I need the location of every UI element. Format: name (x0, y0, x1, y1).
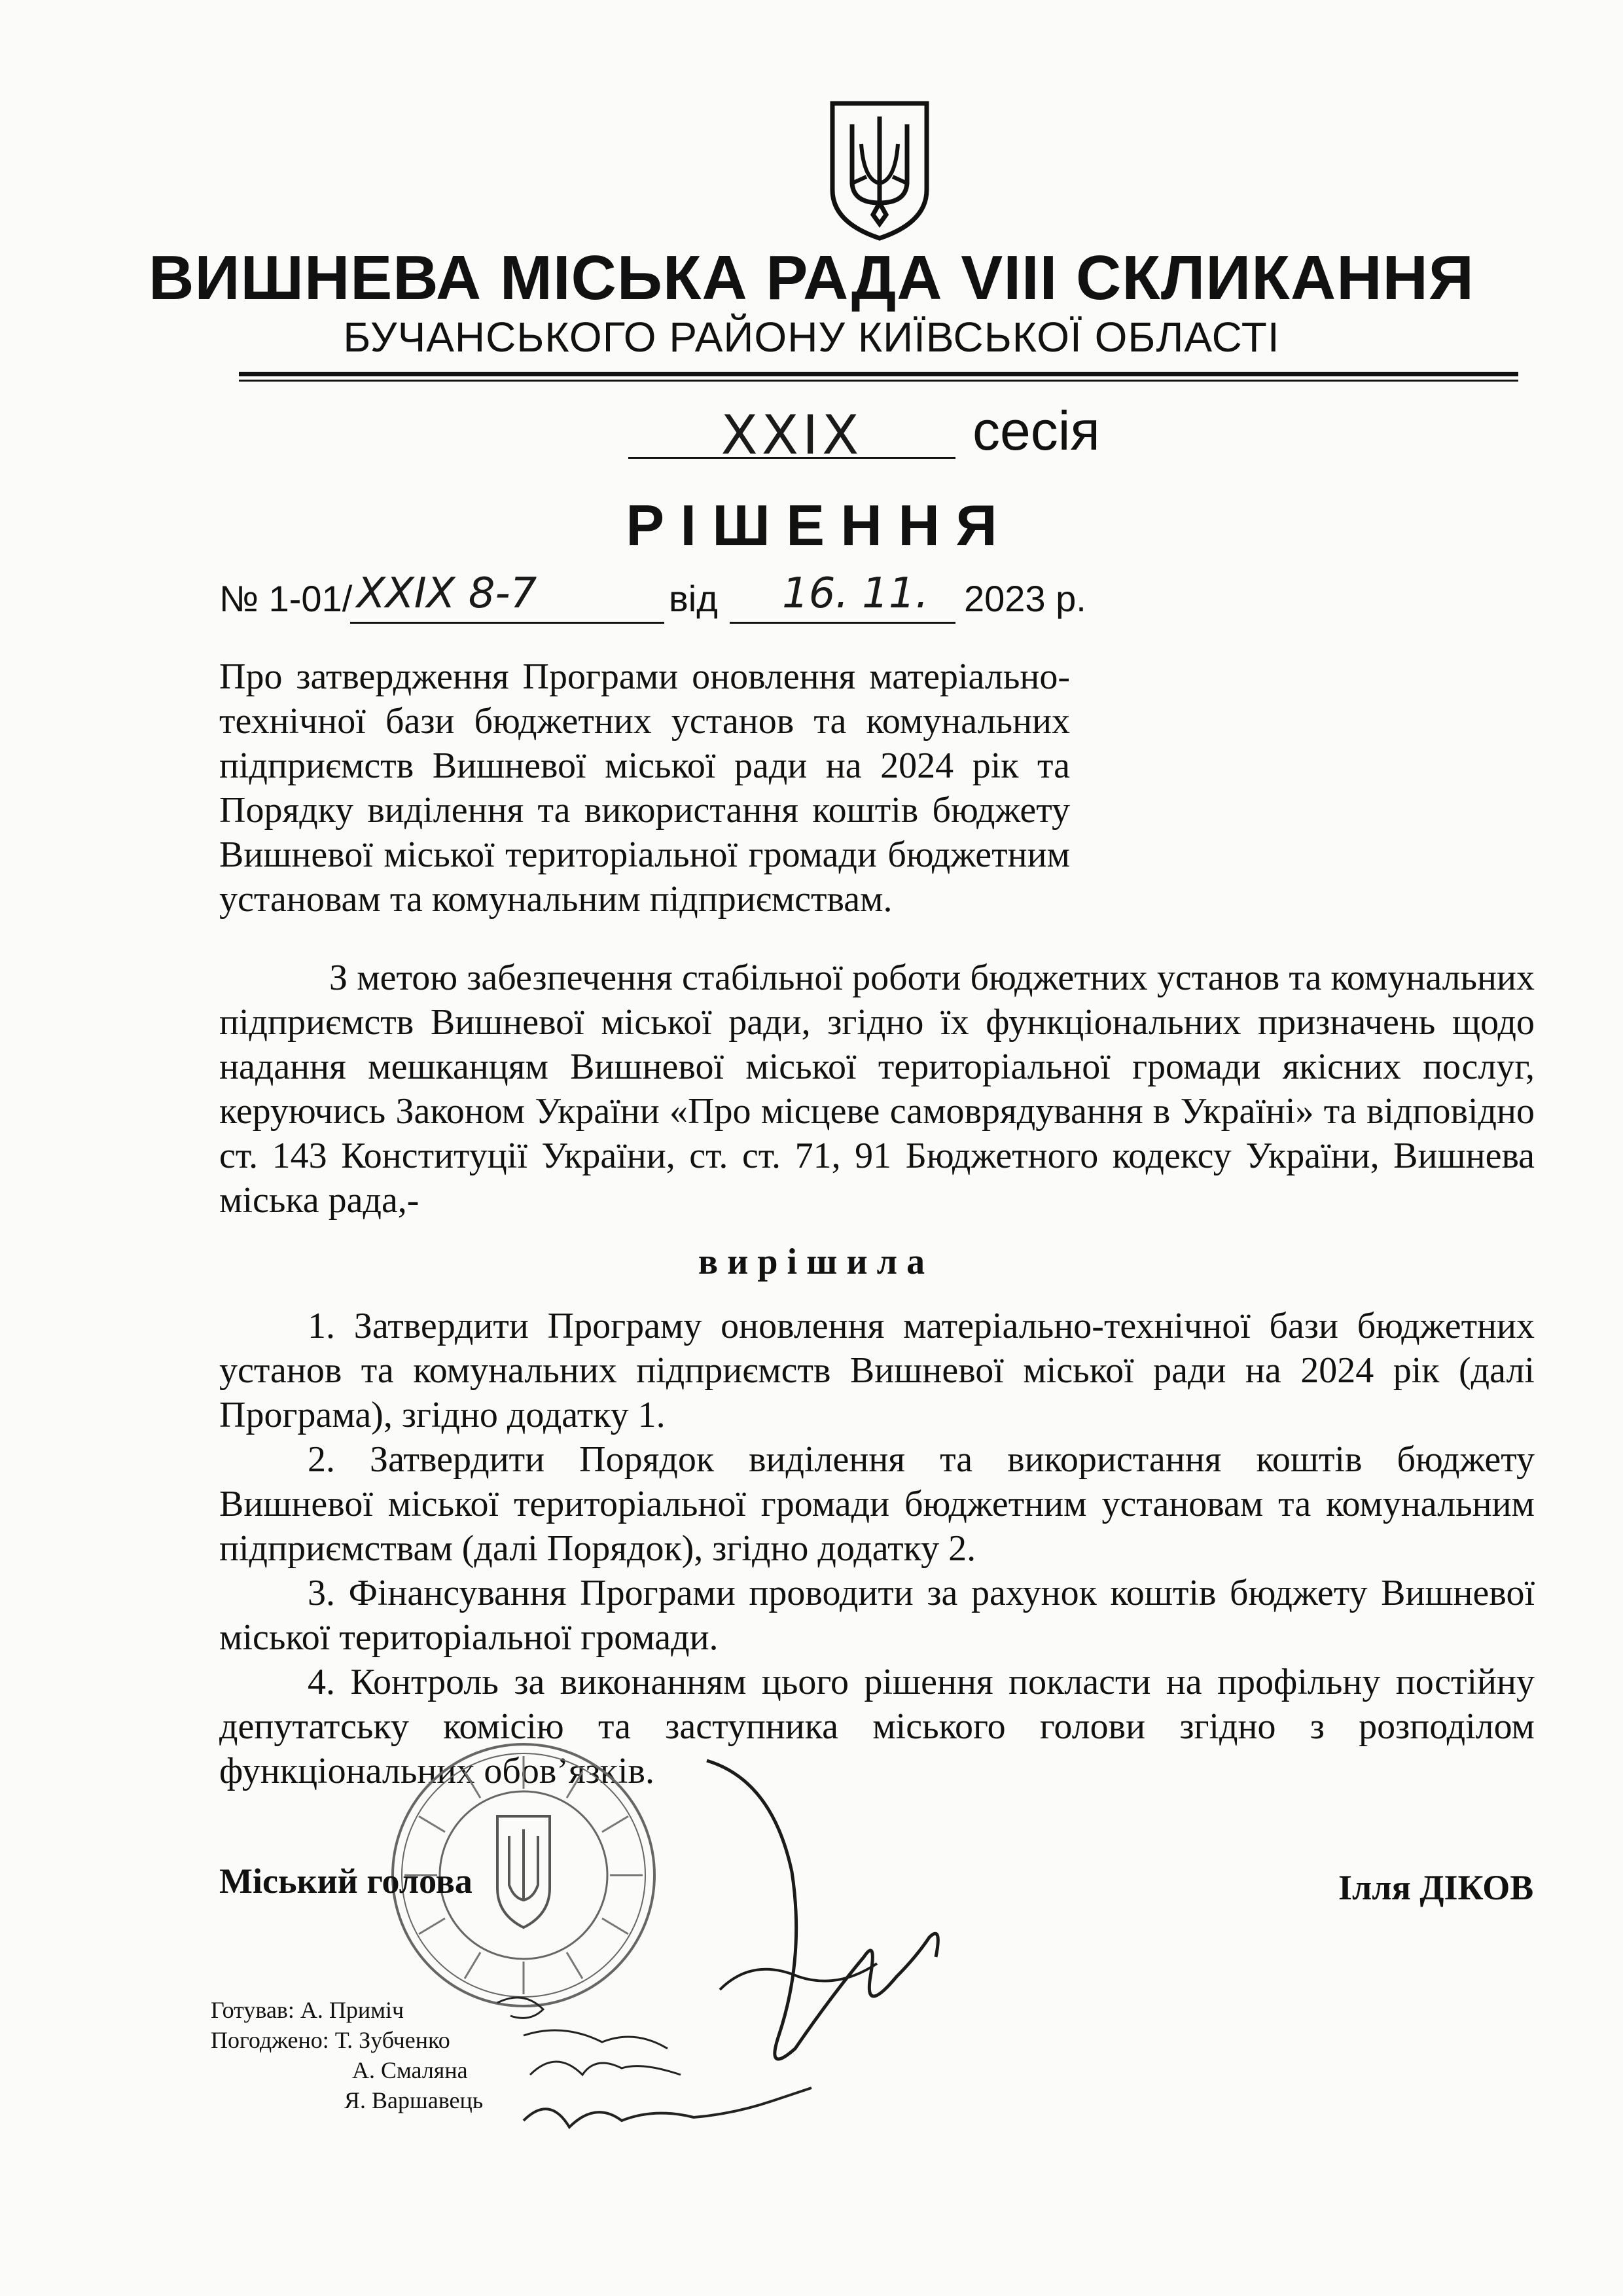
decision-number-prefix: № 1-01/ (219, 578, 353, 619)
decision-item (219, 1304, 1535, 1437)
date-line (730, 622, 955, 624)
session-label: сесія (972, 400, 1100, 461)
subject-block (219, 655, 1070, 922)
preamble-line: підприємств Вишневої міської ради, згідно їх функціональних призначень щодо (219, 1002, 1535, 1043)
subject-line: Про затвердження Програми оновлення матеріально- (219, 656, 1070, 697)
resolved-label: в и р і ш и л а (698, 1242, 925, 1282)
decision-item (219, 1437, 1535, 1571)
preamble-line: керуючись Законом України «Про місцеве самоврядування в Україні» та відповідно (219, 1091, 1535, 1132)
subject-line: Вишневої міської територіальної громади бюджетним (219, 834, 1070, 875)
decision-item (219, 1571, 1535, 1660)
prepared-by: Готував: А. Приміч (211, 1997, 404, 2023)
item-line: функціональних обов’язків. (219, 1751, 654, 1791)
item-line: 4. Контроль за виконанням цього рішення покласти на профільну постійну (308, 1662, 1535, 1702)
date-from-label: від (669, 578, 718, 619)
trident-icon (827, 98, 932, 242)
preamble-line: З метою забезпечення стабільної роботи бюджетних установ та комунальних (329, 958, 1535, 998)
preamble-line: міська рада,- (219, 1180, 419, 1221)
mayor-name: Ілля ДІКОВ (1338, 1868, 1534, 1907)
decision-year: 2023 р. (964, 578, 1086, 619)
preamble-line: ст. 143 Конституції України, ст. ст. 71, 91 Бюджетного кодексу України, Вишнева (219, 1136, 1535, 1176)
decision-number-line (350, 622, 664, 624)
item-line: депутатську комісію та заступника міського голови згідно з розподілом (219, 1706, 1535, 1747)
mayor-position: Міський голова (219, 1861, 473, 1901)
items-block (219, 1304, 1535, 1793)
item-line: 3. Фінансування Програми проводити за рахунок коштів бюджету Вишневої (308, 1573, 1535, 1613)
session-number: XXIX (721, 404, 863, 467)
decision-date: 16. 11. (782, 569, 929, 618)
subject-line: Порядку виділення та використання коштів бюджету (219, 790, 1070, 831)
council-title: ВИШНЕВА МІСЬКА РАДА VIII СКЛИКАННЯ (149, 243, 1474, 313)
item-line: 2. Затвердити Порядок виділення та використання коштів бюджету (308, 1439, 1535, 1480)
decision-number: XXIX 8-7 (357, 569, 537, 618)
subject-line: підприємств Вишневої міської ради на 2024 рік та (219, 745, 1070, 786)
council-subtitle: БУЧАНСЬКОГО РАЙОНУ КИЇВСЬКОЇ ОБЛАСТІ (343, 314, 1280, 361)
subject-line: установам та комунальним підприємствам. (219, 879, 893, 920)
preamble-line: надання мешканцям Вишневої міської територіальної громади якісних послуг, (219, 1047, 1535, 1087)
decision-heading: Р І Ш Е Н Н Я (626, 493, 997, 558)
agreed-name: А. Смаляна (352, 2057, 468, 2083)
item-line: 1. Затвердити Програму оновлення матеріально-технічної бази бюджетних (308, 1306, 1535, 1346)
item-line: Вишневої міської територіальної громади бюджетним установам та комунальним (219, 1484, 1535, 1524)
header-rule-thick (239, 372, 1518, 376)
preamble-block (219, 956, 1535, 1223)
item-line: підприємствам (далі Порядок), згідно додатку 2. (219, 1528, 976, 1569)
subject-line: технічної бази бюджетних установ та комунальних (219, 701, 1070, 742)
header-rule-thin (239, 380, 1518, 382)
agreed-by: Погоджено: Т. Зубченко (211, 2027, 450, 2053)
agreed-name: Я. Варшавець (344, 2087, 484, 2113)
approval-signatures (484, 1983, 825, 2166)
item-line: установ та комунальних підприємств Вишневої міської ради на 2024 рік (далі (219, 1350, 1535, 1391)
item-line: міської територіальної громади. (219, 1617, 719, 1658)
item-line: Програма), згідно додатку 1. (219, 1395, 666, 1435)
